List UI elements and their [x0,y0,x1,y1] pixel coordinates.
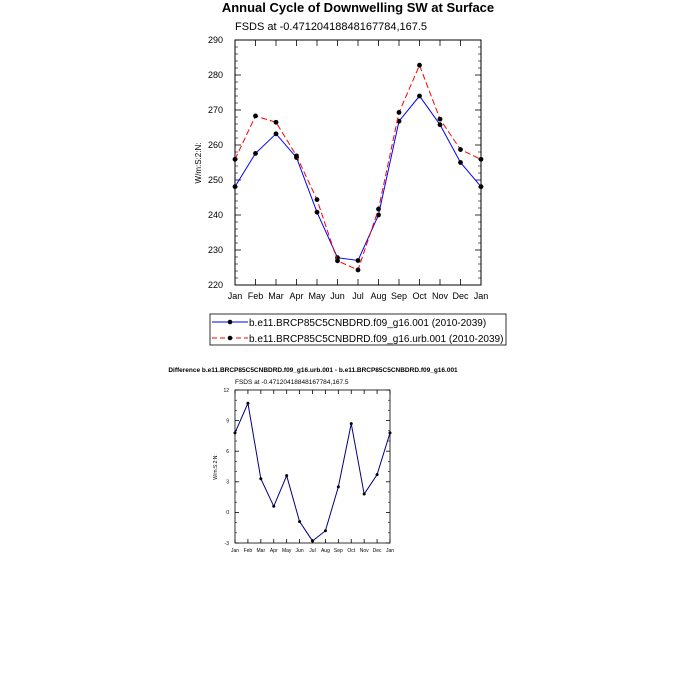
series-2-point [376,207,381,212]
series-2-point [233,157,238,162]
series-1-point [253,151,258,156]
series-1-point [417,94,422,99]
x-tick-label: Jan [230,548,240,554]
series-1-point [389,431,392,434]
x-tick-label: Apr [289,291,304,301]
series-1-point [246,402,249,405]
series-2-point [253,114,258,119]
chart1-ylabel: W/m:S:2:N: [194,142,203,184]
y-tick-label: 6 [226,448,229,455]
legend-label-series-1: b.e11.BRCP85C5CNBDRD.f09_g16.001 (2010-2039) [249,318,487,329]
x-tick-label: Oct [412,291,427,301]
series-1-point [376,473,379,476]
series-2-point [438,117,443,122]
series-2-point [356,268,361,273]
y-tick-label: 230 [207,245,223,256]
y-tick-label: 0 [226,510,229,517]
x-tick-label: May [281,548,292,554]
series-2-point [417,63,422,68]
y-tick-label: 12 [223,387,229,394]
series-1-point [274,131,279,136]
difference-chart [168,367,458,554]
chart1-legend [210,314,506,345]
series-1-point [363,493,366,496]
series-1-point [356,258,361,263]
chart1-title: Annual Cycle of Downwelling SW at Surface [221,0,495,15]
y-tick-label: 270 [207,105,223,116]
x-tick-label: Jan [385,548,395,554]
x-tick-label: Feb [247,291,264,301]
x-tick-label: Mar [256,548,266,554]
series-1-point [285,474,288,477]
y-tick-label: 240 [207,210,223,221]
series-1-point [458,160,463,165]
series-1-point [324,529,327,532]
chart1-axis-ticks [208,35,488,301]
chart2-title: Difference b.e11.BRCP85C5CNBDRD.f09_g16.urb.001 - b.e11.BRCP85C5CNBDRD.f09_g16.001 [168,367,458,374]
chart2-series-group [234,402,392,543]
chart1-plot-frame [235,40,481,285]
y-tick-label: 260 [207,140,223,151]
series-2-point [315,197,320,202]
series-1-point [438,122,443,127]
x-tick-label: Mar [268,291,284,301]
series-1-point [315,210,320,215]
series-1-point [337,485,340,488]
chart2-subtitle: FSDS at -0.47120418848167784,167.5 [235,379,349,386]
x-tick-label: Jun [330,291,345,301]
x-tick-label: Jan [473,291,489,301]
y-tick-label: 220 [207,280,223,291]
y-tick-label: 3 [226,479,229,486]
series-1-point [298,520,301,523]
series-1-point [234,431,237,434]
x-tick-label: Apr [269,548,278,554]
chart1-series-group [233,63,484,273]
x-tick-label: Jan [227,291,243,301]
y-tick-label: -3 [224,540,229,547]
series-line-2 [235,65,481,270]
x-tick-label: Oct [347,548,356,554]
chart2-ylabel: W/m:S:2:N: [213,454,219,480]
x-tick-label: May [308,291,326,301]
series-1-point [272,505,275,508]
series-2-point [294,153,299,158]
chart1-subtitle: FSDS at -0.47120418848167784,167.5 [235,21,428,33]
series-1-point [233,184,238,189]
y-tick-label: 290 [207,35,223,46]
y-tick-label: 250 [207,175,223,186]
x-tick-label: Sep [333,548,343,554]
series-2-point [458,147,463,152]
series-2-point [479,157,484,162]
x-tick-label: Nov [359,548,369,554]
x-tick-label: Jul [352,291,364,301]
series-1-point [311,539,314,542]
x-tick-label: Dec [452,291,469,301]
x-tick-label: Aug [370,291,387,301]
y-tick-label: 280 [207,70,223,81]
x-tick-label: Jul [309,548,316,554]
series-1-point [350,422,353,425]
series-1-point [259,477,262,480]
y-tick-label: 9 [226,418,229,425]
x-tick-label: Nov [431,291,449,301]
legend-marker-series-2 [228,336,233,341]
x-tick-label: Feb [243,548,253,554]
annual-cycle-chart [194,0,506,345]
legend-label-series-2: b.e11.BRCP85C5CNBDRD.f09_g16.urb.001 (2010-2039) [249,334,504,345]
x-tick-label: Aug [320,548,330,554]
series-2-point [274,120,279,125]
series-line-1 [235,403,390,541]
x-tick-label: Dec [372,548,382,554]
x-tick-label: Sep [390,291,408,301]
series-2-point [335,258,340,263]
x-tick-label: Jun [295,548,304,554]
series-1-point [479,184,484,189]
series-2-point [397,110,402,115]
legend-marker-series-1 [228,320,233,325]
